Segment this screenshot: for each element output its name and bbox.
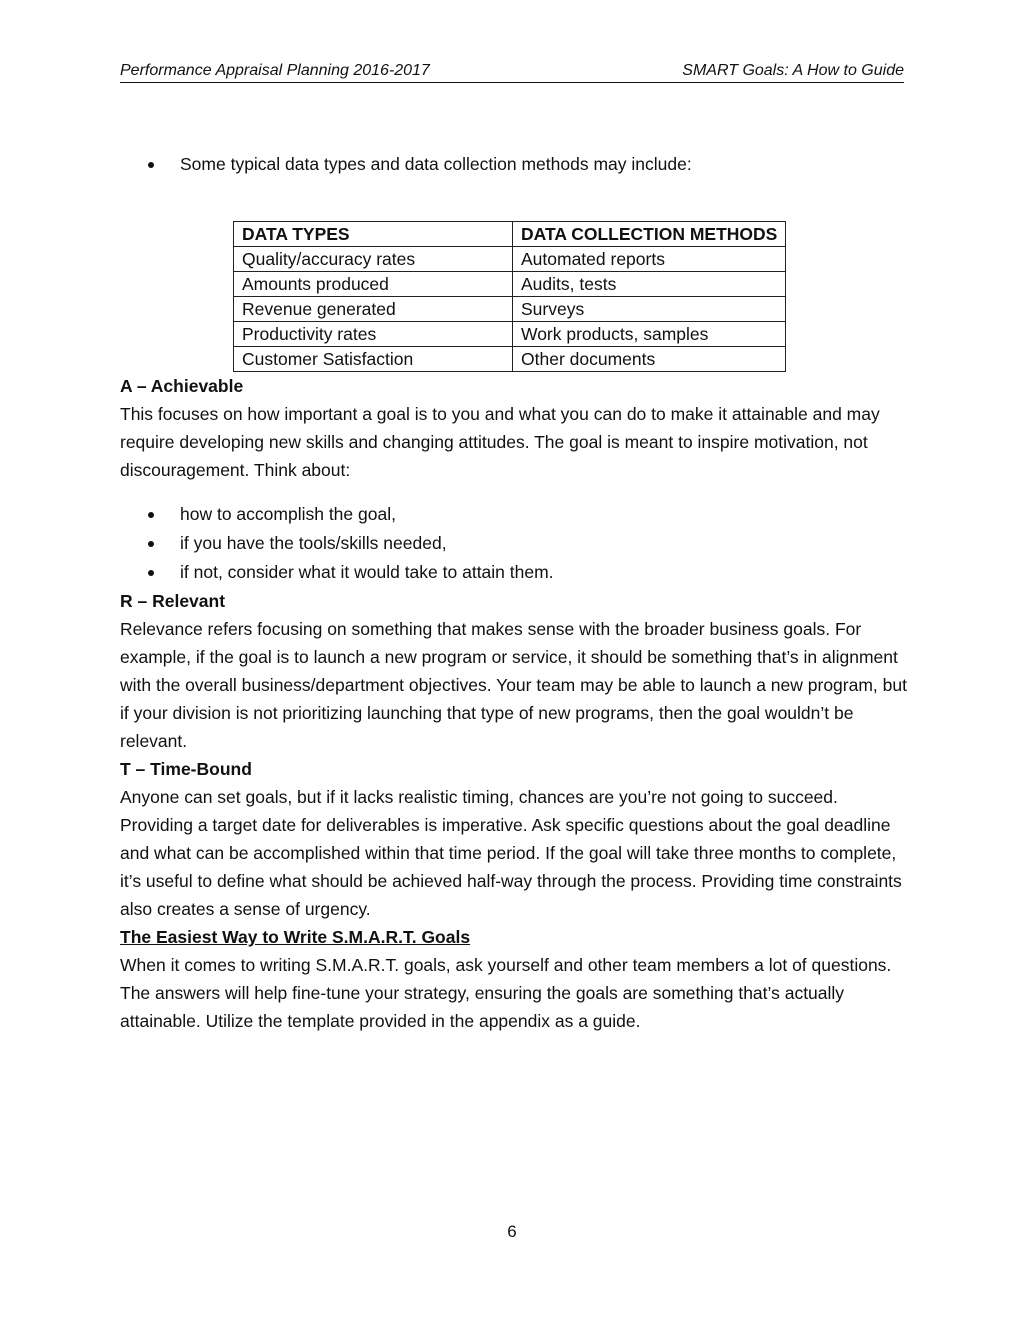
intro-bullet-text: Some typical data types and data collection methods may include: <box>180 154 692 174</box>
header-left-title: Performance Appraisal Planning 2016-2017 <box>120 62 430 79</box>
table-row <box>234 322 786 347</box>
bullet-icon <box>148 512 154 518</box>
list-item <box>120 529 910 558</box>
table-row <box>234 247 786 272</box>
achievable-bullet-list <box>120 500 910 587</box>
header-right-title: SMART Goals: A How to Guide <box>682 62 904 79</box>
time-bound-paragraph: Anyone can set goals, but if it lacks realistic timing, chances are you’re not going to succeed. Providing a target date for deliverables is imperative. Ask specific questions about the goal deadline and what can be accomplished within that time period. If the goal will take three months to complete, it’s useful to define what should be achieved half-way through the process. Providing time constraints also creates a sense of urgency. <box>120 787 902 919</box>
table-row <box>234 347 786 372</box>
list-item <box>120 150 910 179</box>
column-header-collection-methods: DATA COLLECTION METHODS <box>513 222 786 247</box>
bullet-icon <box>148 541 154 547</box>
relevant-heading: R – Relevant <box>120 591 226 611</box>
achievable-paragraph: This focuses on how important a goal is to you and what you can do to make it attainable and may require developing new skills and changing attitudes. The goal is meant to inspire motivation, not discouragement. Think about: <box>120 404 880 480</box>
achievable-bullet-text: if you have the tools/skills needed, <box>180 533 447 553</box>
table-header-row <box>234 222 786 247</box>
table-cell: Audits, tests <box>513 272 786 297</box>
easiest-way-paragraph: When it comes to writing S.M.A.R.T. goals, ask yourself and other team members a lot of questions. The answers will help fine-tune your strategy, ensuring the goals are something that’s actually attainable. Utilize the template provided in the appendix as a guide. <box>120 955 892 1031</box>
list-item <box>120 500 910 529</box>
achievable-heading: A – Achievable <box>120 376 244 396</box>
table-row <box>234 297 786 322</box>
page-number: 6 <box>507 1222 517 1241</box>
page-header <box>120 60 904 83</box>
intro-bullet-list <box>120 150 910 179</box>
relevant-paragraph: Relevance refers focusing on something that makes sense with the broader business goals. For example, if the goal is to launch a new program or service, it should be something that’s in alignment with the overall business/department objectives. Your team may be able to launch a new program, but if your division is not prioritizing launching that type of new programs, then the goal wouldn’t be relevant. <box>120 619 907 751</box>
achievable-bullet-text: if not, consider what it would take to attain them. <box>180 562 554 582</box>
easiest-way-heading: The Easiest Way to Write S.M.A.R.T. Goals <box>120 927 471 947</box>
bullet-icon <box>148 570 154 576</box>
achievable-bullet-text: how to accomplish the goal, <box>180 504 396 524</box>
column-header-data-types: DATA TYPES <box>234 222 513 247</box>
table-cell: Revenue generated <box>234 297 513 322</box>
page-content <box>120 150 910 1035</box>
table-cell: Surveys <box>513 297 786 322</box>
table-row <box>234 272 786 297</box>
list-item <box>120 558 910 587</box>
table-cell: Other documents <box>513 347 786 372</box>
table-cell: Productivity rates <box>234 322 513 347</box>
table-cell: Quality/accuracy rates <box>234 247 513 272</box>
table-cell: Automated reports <box>513 247 786 272</box>
table-cell: Customer Satisfaction <box>234 347 513 372</box>
time-bound-heading: T – Time-Bound <box>120 759 252 779</box>
table-cell: Amounts produced <box>234 272 513 297</box>
table-cell: Work products, samples <box>513 322 786 347</box>
bullet-icon <box>148 162 154 168</box>
data-types-table <box>233 221 786 372</box>
